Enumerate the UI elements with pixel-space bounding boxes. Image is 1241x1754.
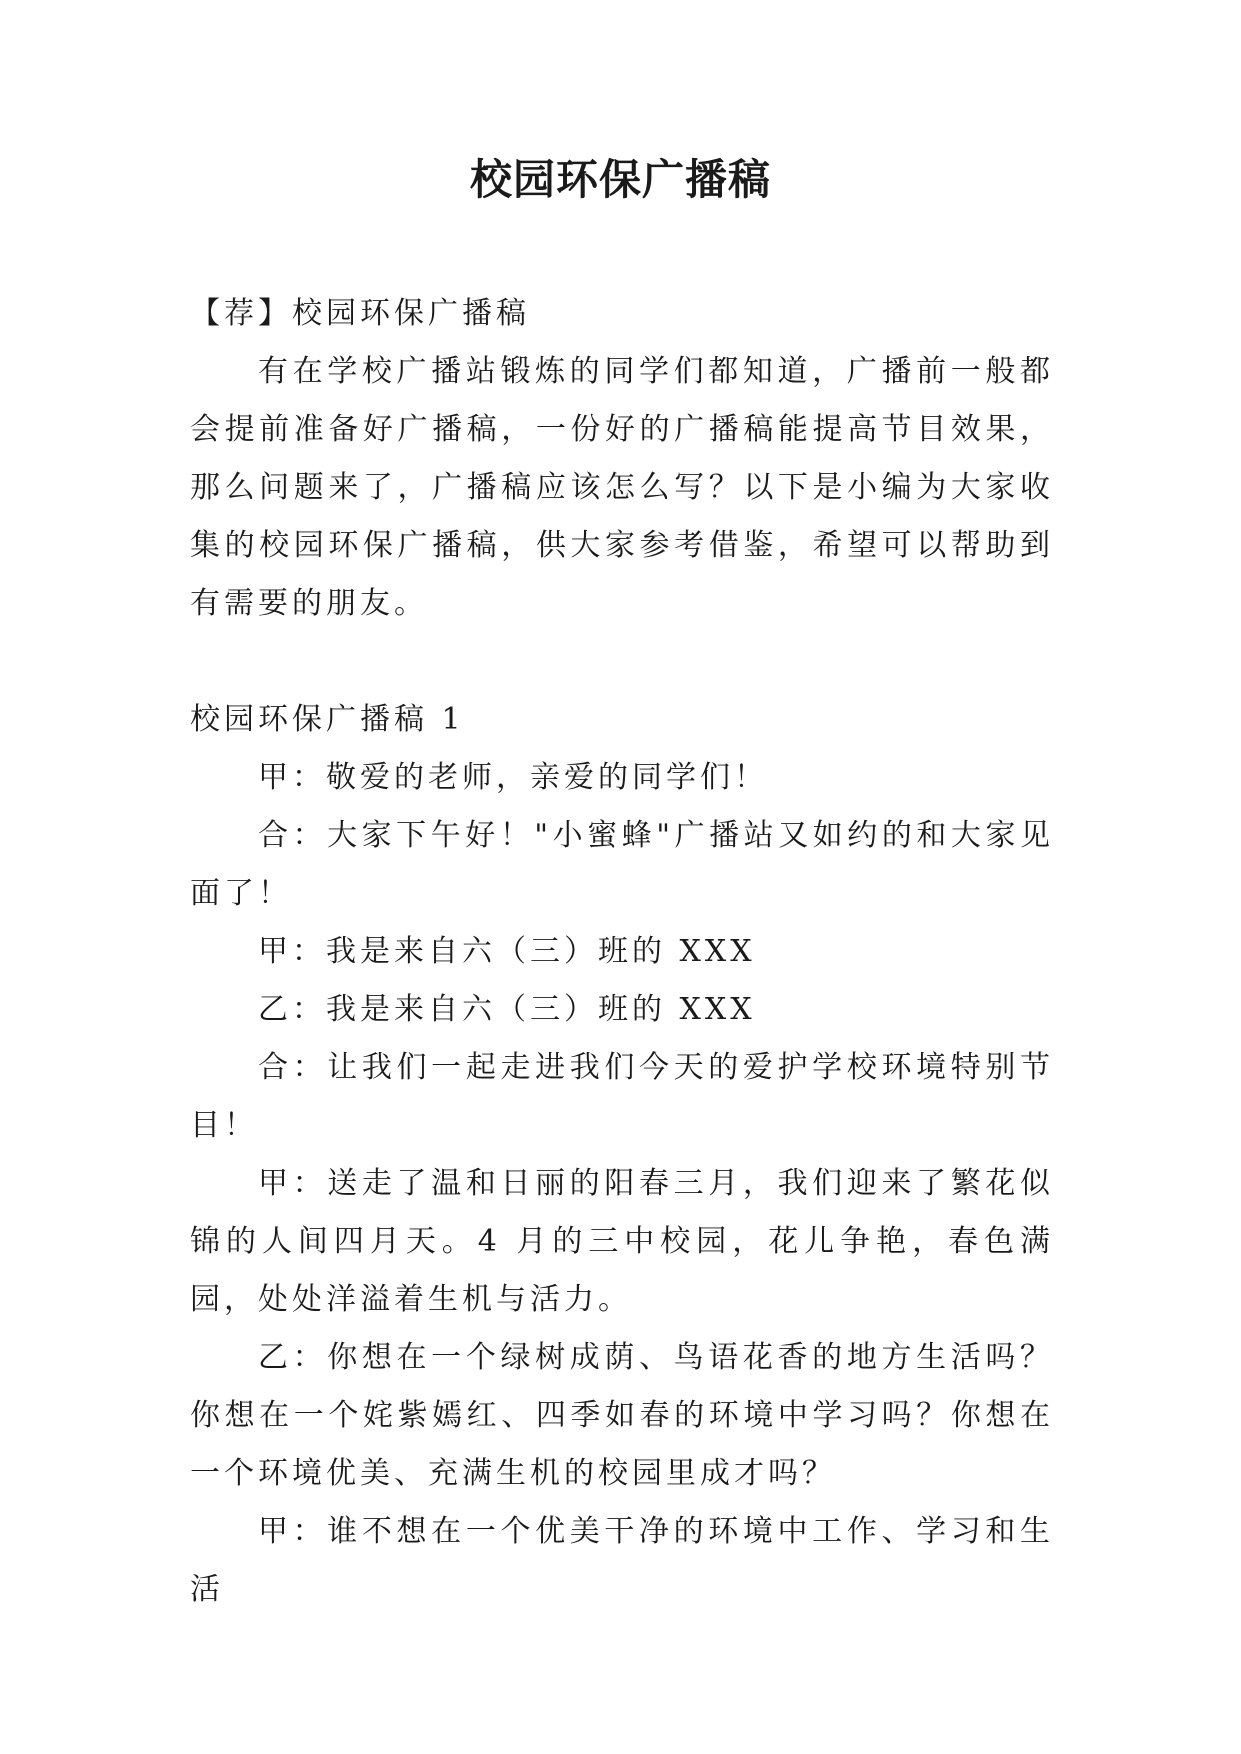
paragraph-recommend-heading: 【荐】校园环保广播稿 [190, 296, 530, 331]
document-body [190, 285, 1054, 1619]
dialogue-line: 甲：送走了温和日丽的阳春三月，我们迎来了繁花似锦的人间四月天。4 月的三中校园，花儿争艳，春色满园，处处洋溢着生机与活力。 [190, 1166, 1054, 1317]
paragraph-gap [190, 633, 1054, 691]
dialogue-line: 甲：谁不想在一个优美干净的环境中工作、学习和生活 [190, 1514, 1054, 1607]
document-title: 校园环保广播稿 [469, 155, 771, 204]
dialogue-line: 合：让我们一起走进我们今天的爱护学校环境特别节目！ [190, 1050, 1054, 1143]
paragraph-intro: 有在学校广播站锻炼的同学们都知道，广播前一般都会提前准备好广播稿，一份好的广播稿能提高节目效果，那么问题来了，广播稿应该怎么写？以下是小编为大家收集的校园环保广播稿，供大家参考借鉴，希望可以帮助到有需要的朋友。 [190, 354, 1054, 621]
dialogue-line: 乙：我是来自六（三）班的 XXX [258, 992, 756, 1027]
dialogue-line: 合：大家下午好！"小蜜蜂"广播站又如约的和大家见面了！ [190, 818, 1054, 911]
dialogue-line: 甲：敬爱的老师，亲爱的同学们！ [258, 760, 768, 795]
dialogue-line: 乙：你想在一个绿树成荫、鸟语花香的地方生活吗？你想在一个姹紫嫣红、四季如春的环境中学习吗？你想在一个环境优美、充满生机的校园里成才吗？ [190, 1340, 1054, 1491]
section-heading: 校园环保广播稿 1 [190, 702, 465, 737]
dialogue-line: 甲：我是来自六（三）班的 XXX [258, 934, 756, 969]
